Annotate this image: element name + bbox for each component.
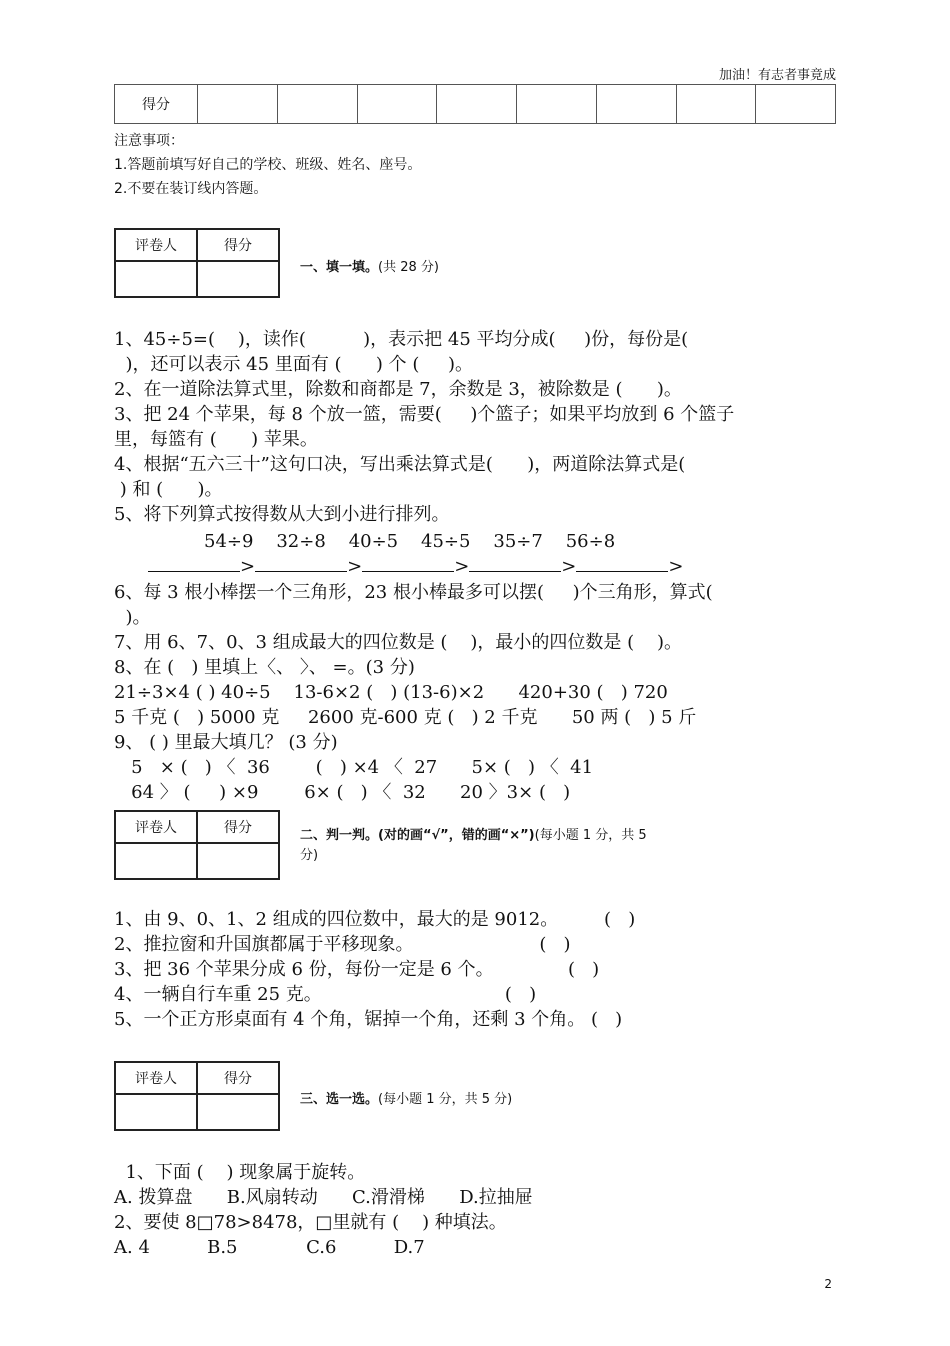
score-cell[interactable] xyxy=(517,85,597,124)
blank[interactable] xyxy=(255,553,347,572)
section1-questions xyxy=(114,327,838,527)
question-line: 5 千克 ( ) 5000 克 2600 克-600 克 ( ) 2 千克 50 两 ( ) 5 斤 xyxy=(114,707,697,728)
score-cell[interactable] xyxy=(437,85,517,124)
judgement-line: 1、由 9、0、1、2 组成的四位数中，最大的是 9012。 ( ) xyxy=(114,909,636,930)
grader-label: 评卷人 xyxy=(115,1062,197,1094)
ordering-blanks[interactable]: > > > > > xyxy=(148,553,708,579)
score-cell[interactable] xyxy=(676,85,756,124)
choice-line: A. 4 B.5 C.6 D.7 xyxy=(114,1237,425,1258)
section2-title: 二、判一判。(对的画“√”，错的画“×”)(每小题 1 分，共 5 分) xyxy=(300,828,647,863)
choice-line: 1、下面 ( ) 现象属于旋转。 xyxy=(114,1162,366,1183)
question-line: )，还可以表示 45 里面有 ( ) 个 ( )。 xyxy=(114,354,474,375)
question-line: 5、将下列算式按得数从大到小进行排列。 xyxy=(114,504,450,525)
grader-input[interactable] xyxy=(115,1094,197,1130)
judgement-line: 2、推拉窗和升国旗都属于平移现象。 ( ) xyxy=(114,934,571,955)
grader-score-label: 得分 xyxy=(197,229,279,261)
grader-input[interactable] xyxy=(115,843,197,879)
blank[interactable] xyxy=(148,553,240,572)
question-line: 2、在一道除法算式里，除数和商都是 7，余数是 3，被除数是 ( )。 xyxy=(114,379,682,400)
question-line: 7、用 6、7、0、3 组成最大的四位数是 ( )，最小的四位数是 ( )。 xyxy=(114,632,683,653)
question-line: 6、每 3 根小棒摆一个三角形，23 根小棒最多可以摆( )个三角形，算式( xyxy=(114,582,713,603)
section1-questions-cont xyxy=(114,580,838,805)
note-item: 1.答题前填写好自己的学校、班级、姓名、座号。 xyxy=(114,157,422,173)
score-input[interactable] xyxy=(197,843,279,879)
question-line: 64 〉 ( ) ×9 6× ( ) 〈 32 20 〉3× ( ) xyxy=(114,782,571,803)
page-number: 2 xyxy=(824,1277,832,1291)
blank[interactable] xyxy=(576,553,668,572)
question-line: 21÷3×4 ( ) 40÷5 13-6×2 ( ) (13-6)×2 420+30 ( ) 720 xyxy=(114,682,668,703)
question-line: 3、把 24 个苹果，每 8 个放一篮，需要( )个篮子；如果平均放到 6 个篮子 xyxy=(114,404,735,425)
judgement-line: 5、一个正方形桌面有 4 个角，锯掉一个角，还剩 3 个角。 ( ) xyxy=(114,1009,623,1030)
choice-line: 2、要使 8□78>8478，□里就有 ( ) 种填法。 xyxy=(114,1212,507,1233)
grader-box-3 xyxy=(114,1061,280,1131)
section1-title: 一、填一填。(共 28 分) xyxy=(300,260,439,275)
judgement-line: 4、一辆自行车重 25 克。 ( ) xyxy=(114,984,537,1005)
question-line: 4、根据“五六三十”这句口决，写出乘法算式是( )，两道除法算式是( xyxy=(114,454,686,475)
section3-questions xyxy=(114,1160,838,1260)
blank[interactable] xyxy=(469,553,561,572)
grader-label: 评卷人 xyxy=(115,229,197,261)
blank[interactable] xyxy=(362,553,454,572)
grader-box-1 xyxy=(114,228,280,298)
expression-row: 54÷9 32÷8 40÷5 45÷5 35÷7 56÷8 xyxy=(204,531,616,552)
section3-title: 三、选一选。(每小题 1 分，共 5 分) xyxy=(300,1092,513,1107)
score-input[interactable] xyxy=(197,1094,279,1130)
score-input[interactable] xyxy=(197,261,279,297)
question-line: )。 xyxy=(114,607,151,628)
score-cell[interactable] xyxy=(756,85,836,124)
question-line: 里，每篮有 ( ) 苹果。 xyxy=(114,429,318,450)
note-item: 2.不要在装订线内答题。 xyxy=(114,181,268,197)
judgement-line: 3、把 36 个苹果分成 6 份，每份一定是 6 个。 ( ) xyxy=(114,959,600,980)
section2-questions xyxy=(114,907,838,1032)
choice-line: A. 拨算盘 B.风扇转动 C.滑滑梯 D.拉抽屉 xyxy=(114,1187,533,1208)
question-line: 9、 ( ) 里最大填几？ (3 分) xyxy=(114,732,338,753)
grader-score-label: 得分 xyxy=(197,811,279,843)
grader-input[interactable] xyxy=(115,261,197,297)
notes-title: 注意事项： xyxy=(114,133,184,149)
header-motto: 加油！有志者事竟成 xyxy=(718,68,836,83)
question-line: 5 × ( ) 〈 36 ( ) ×4 〈 27 5× ( ) 〈 41 xyxy=(114,757,594,778)
grader-box-2 xyxy=(114,810,280,880)
score-cell[interactable] xyxy=(357,85,437,124)
score-table xyxy=(114,84,836,124)
score-cell[interactable] xyxy=(198,85,278,124)
score-cell[interactable] xyxy=(277,85,357,124)
score-label: 得分 xyxy=(115,85,198,124)
grader-score-label: 得分 xyxy=(197,1062,279,1094)
question-line: 8、在 ( ) 里填上〈、 〉、 =。(3 分) xyxy=(114,657,415,678)
question-line: 1、45÷5=( )，读作( )，表示把 45 平均分成( )份，每份是( xyxy=(114,329,689,350)
question-line: ) 和 ( )。 xyxy=(114,479,223,500)
score-cell[interactable] xyxy=(596,85,676,124)
grader-label: 评卷人 xyxy=(115,811,197,843)
